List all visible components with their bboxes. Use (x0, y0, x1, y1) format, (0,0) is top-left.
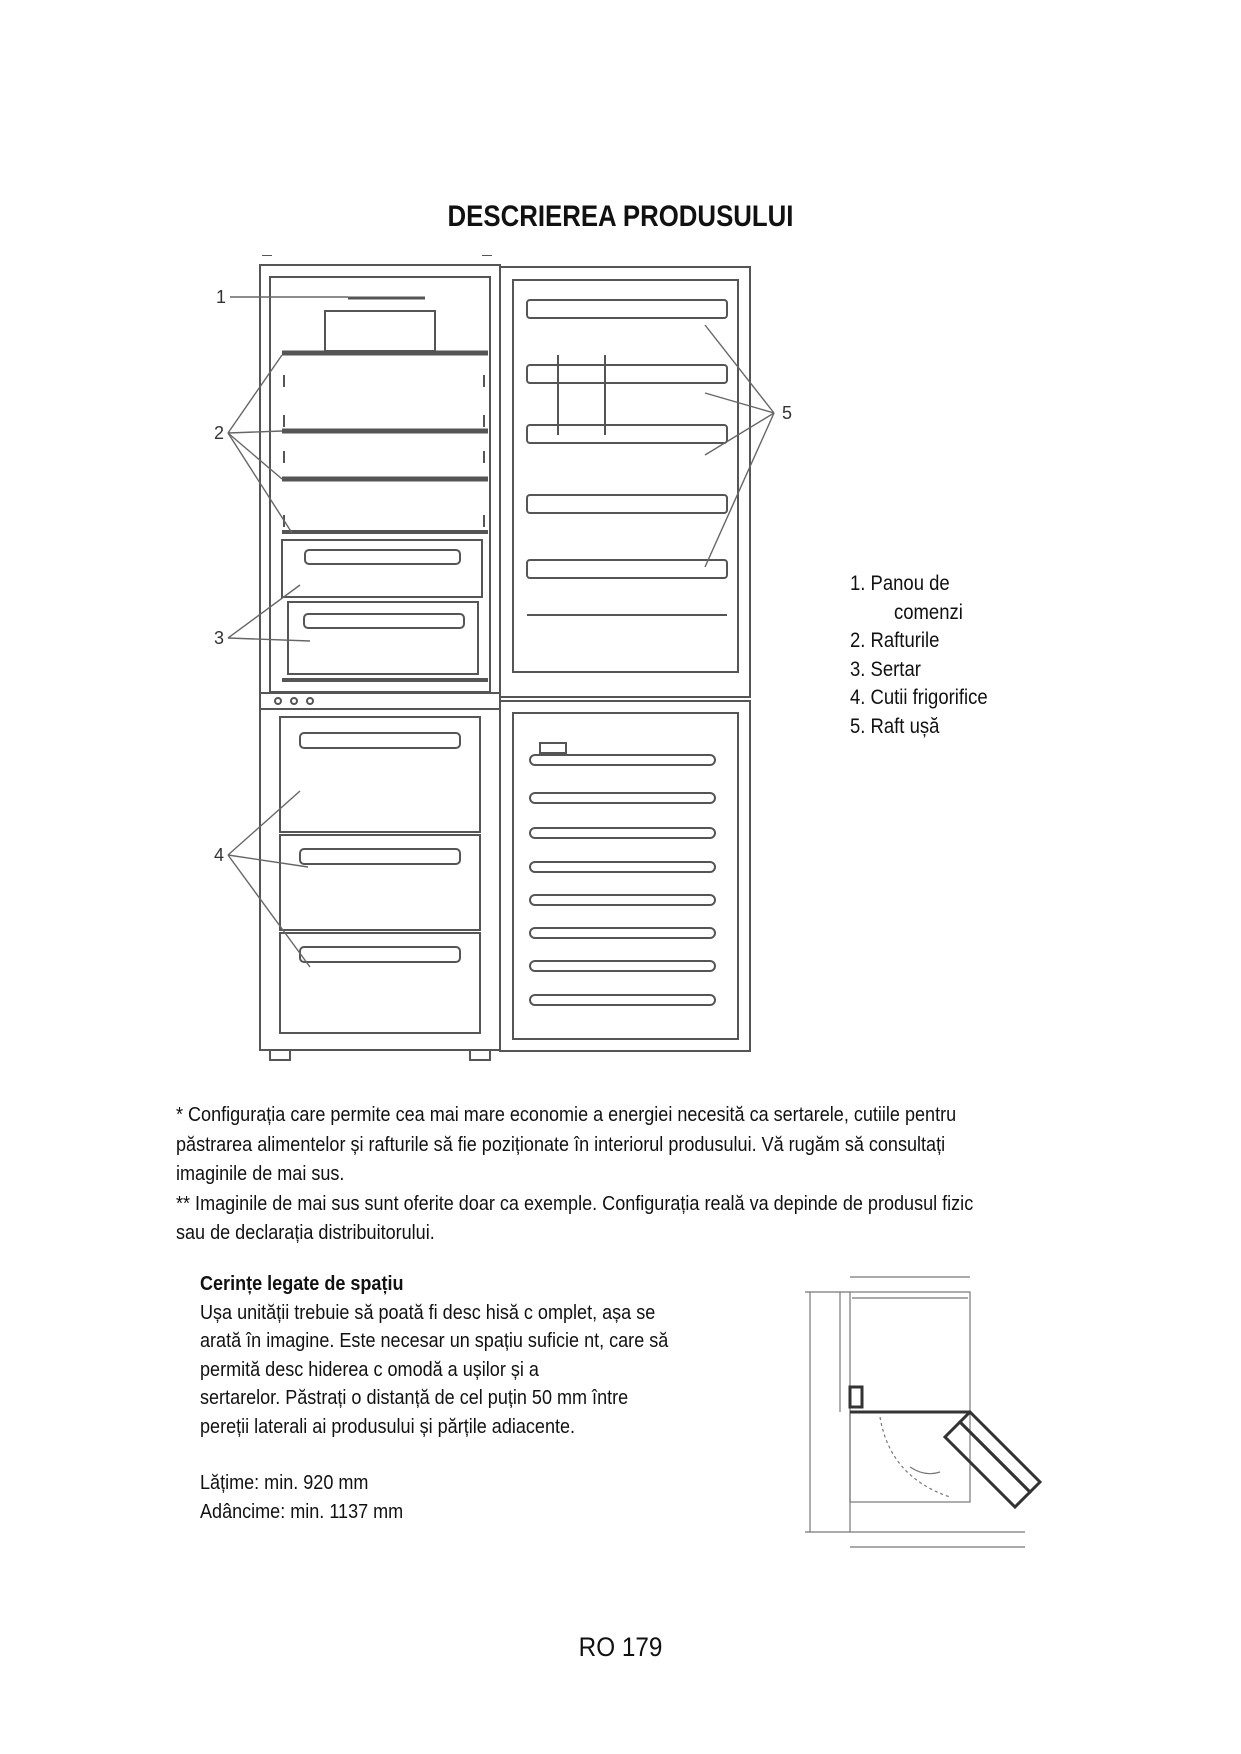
callout-4: 4 (214, 845, 225, 865)
legend-item: 1. Panou de (850, 572, 950, 595)
space-requirements (200, 1270, 732, 1526)
space-line: pereții laterali ai produsului și părțile adiacente. (200, 1414, 576, 1438)
note-line: sau de declarația distribuitorului. (176, 1221, 435, 1244)
callout-3: 3 (214, 628, 225, 648)
min-depth: Adâncime: min. 1137 mm (200, 1499, 404, 1523)
callout-2: 2 (214, 423, 225, 443)
legend-item: 3. Sertar (850, 657, 921, 681)
space-line: Ușa unității trebuie să poată fi desc hisă c omplet, așa se (200, 1300, 656, 1324)
legend-item: 4. Cutii frigorifice (850, 686, 988, 709)
page-title: DESCRIEREA PRODUSULUI (447, 200, 794, 233)
fridge-diagram (200, 255, 840, 1075)
door-clearance-diagram (790, 1262, 1070, 1562)
parts-legend (850, 570, 1006, 741)
legend-item: 2. Rafturile (850, 629, 940, 652)
space-line: permită desc hiderea c omodă a ușilor și a (200, 1357, 539, 1381)
note-line: * Configurația care permite cea mai mare economie a energiei necesită ca sertarele, cutiile pentru (176, 1103, 957, 1126)
space-heading: Cerințe legate de spațiu (200, 1272, 404, 1295)
callout-5: 5 (782, 403, 793, 423)
space-line: arată în imagine. Este necesar un spațiu suficie nt, care să (200, 1329, 669, 1352)
note-line: ** Imaginile de mai sus sunt oferite doar ca exemple. Configurația reală va depinde de produsul fizic (176, 1191, 974, 1215)
note-line: imaginile de mai sus. (176, 1162, 345, 1185)
page-number-text: RO 179 (578, 1632, 663, 1662)
note-line: păstrarea alimentelor și rafturile să fie poziționate în interiorul produsului. Vă rugăm să consultați (176, 1132, 946, 1156)
configuration-notes (176, 1100, 1076, 1248)
min-width: Lățime: min. 920 mm (200, 1471, 369, 1494)
callout-1: 1 (216, 287, 227, 307)
legend-item: 5. Raft ușă (850, 714, 940, 738)
legend-item-continued: comenzi (894, 600, 963, 624)
space-line: sertarelor. Păstrați o distanță de cel puțin 50 mm între (200, 1386, 629, 1409)
page-number (0, 1632, 1241, 1663)
